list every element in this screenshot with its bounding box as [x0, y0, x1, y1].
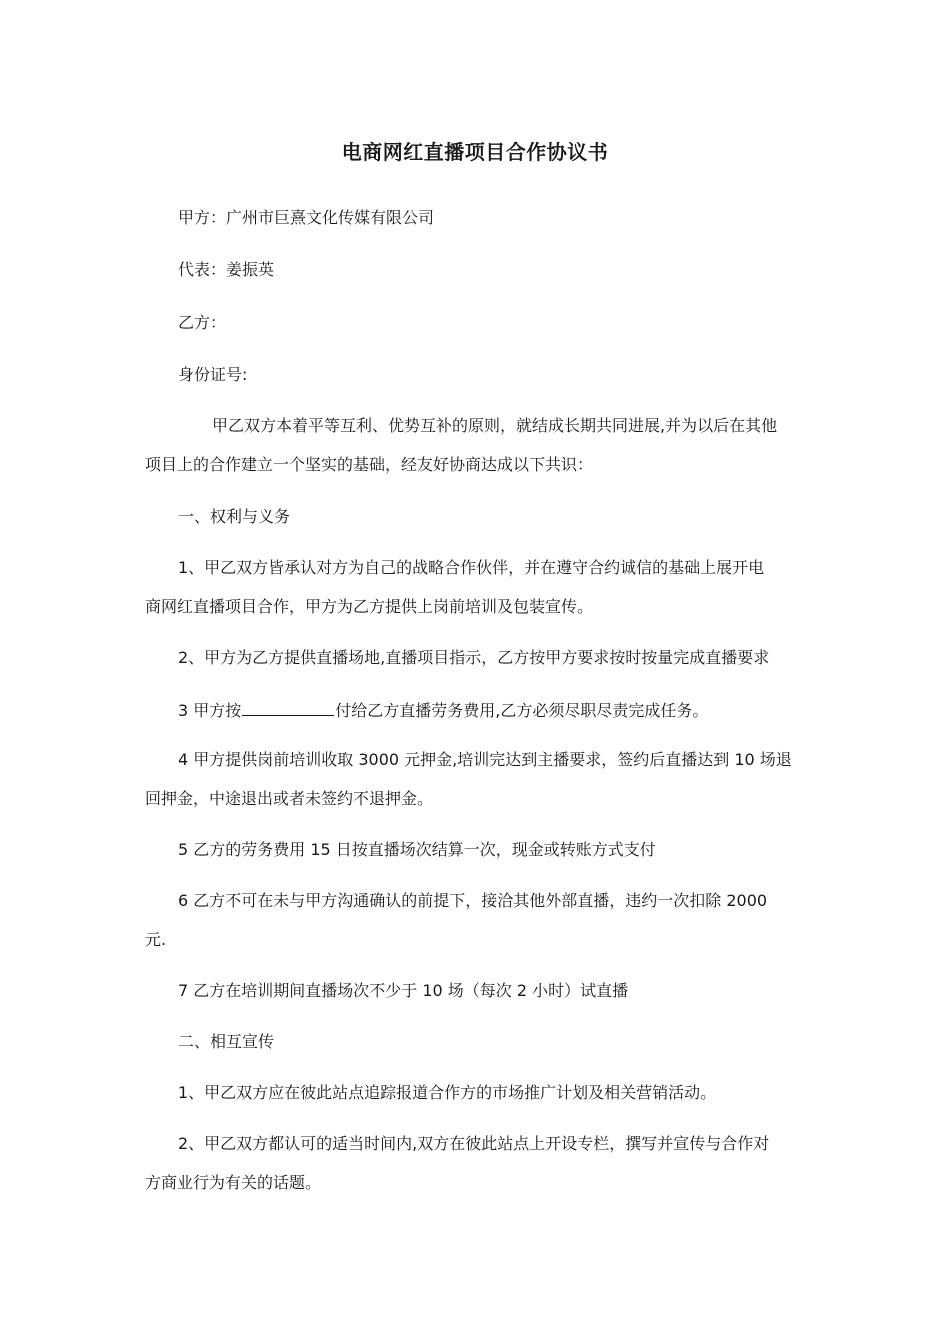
clause-3-suffix: 付给乙方直播劳务费用,乙方必须尽职尽责完成任务。 — [335, 701, 709, 720]
clause-7: 7 乙方在培训期间直播场次不少于 10 场（每次 2 小时）试直播 — [178, 981, 629, 1000]
section-2-heading: 二、相互宣传 — [178, 1032, 275, 1051]
id-number-line: 身份证号: — [178, 365, 248, 384]
clause-6-line-1: 6 乙方不可在未与甲方沟通确认的前提下，接洽其他外部直播，违约一次扣除 2000 — [178, 891, 768, 910]
clause-4-line-2: 回押金，中途退出或者未签约不退押金。 — [145, 789, 434, 808]
clause-2: 2、甲方为乙方提供直播场地,直播项目指示，乙方按甲方要求按时按量完成直播要求 — [178, 648, 770, 667]
intro-paragraph-line-1: 甲乙双方本着平等互利、优势互补的原则，就结成长期共同进展,并为以后在其他 — [212, 416, 778, 435]
clause-3 — [178, 699, 708, 721]
section-2-clause-2-line-2: 方商业行为有关的话题。 — [145, 1173, 322, 1192]
clause-6-line-2: 元. — [145, 930, 167, 949]
party-a-line: 甲方：广州市巨熹文化传媒有限公司 — [178, 208, 435, 227]
clause-1-line-2: 商网红直播项目合作，甲方为乙方提供上岗前培训及包装宣传。 — [145, 597, 594, 616]
clause-5: 5 乙方的劳务费用 15 日按直播场次结算一次，现金或转账方式支付 — [178, 840, 656, 859]
section-1-heading: 一、权利与义务 — [178, 507, 291, 526]
representative-line: 代表：姜振英 — [178, 260, 275, 279]
clause-3-prefix: 3 甲方按 — [178, 701, 242, 720]
fill-in-blank — [242, 699, 334, 716]
section-2-clause-1: 1、甲乙双方应在彼此站点追踪报道合作方的市场推广计划及相关营销活动。 — [178, 1083, 717, 1102]
intro-paragraph-line-2: 项目上的合作建立一个坚实的基础，经友好协商达成以下共识： — [145, 455, 594, 474]
clause-4-line-1: 4 甲方提供岗前培训收取 3000 元押金,培训完达到主播要求，签约后直播达到 10 场退 — [178, 750, 792, 769]
party-b-line: 乙方： — [178, 313, 227, 332]
document-title: 电商网红直播项目合作协议书 — [341, 140, 609, 164]
section-2-clause-2-line-1: 2、甲乙双方都认可的适当时间内,双方在彼此站点上开设专栏，撰写并宣传与合作对 — [178, 1134, 770, 1153]
clause-1-line-1: 1、甲乙双方皆承认对方为自己的战略合作伙伴，并在遵守合约诚信的基础上展开电 — [178, 558, 765, 577]
